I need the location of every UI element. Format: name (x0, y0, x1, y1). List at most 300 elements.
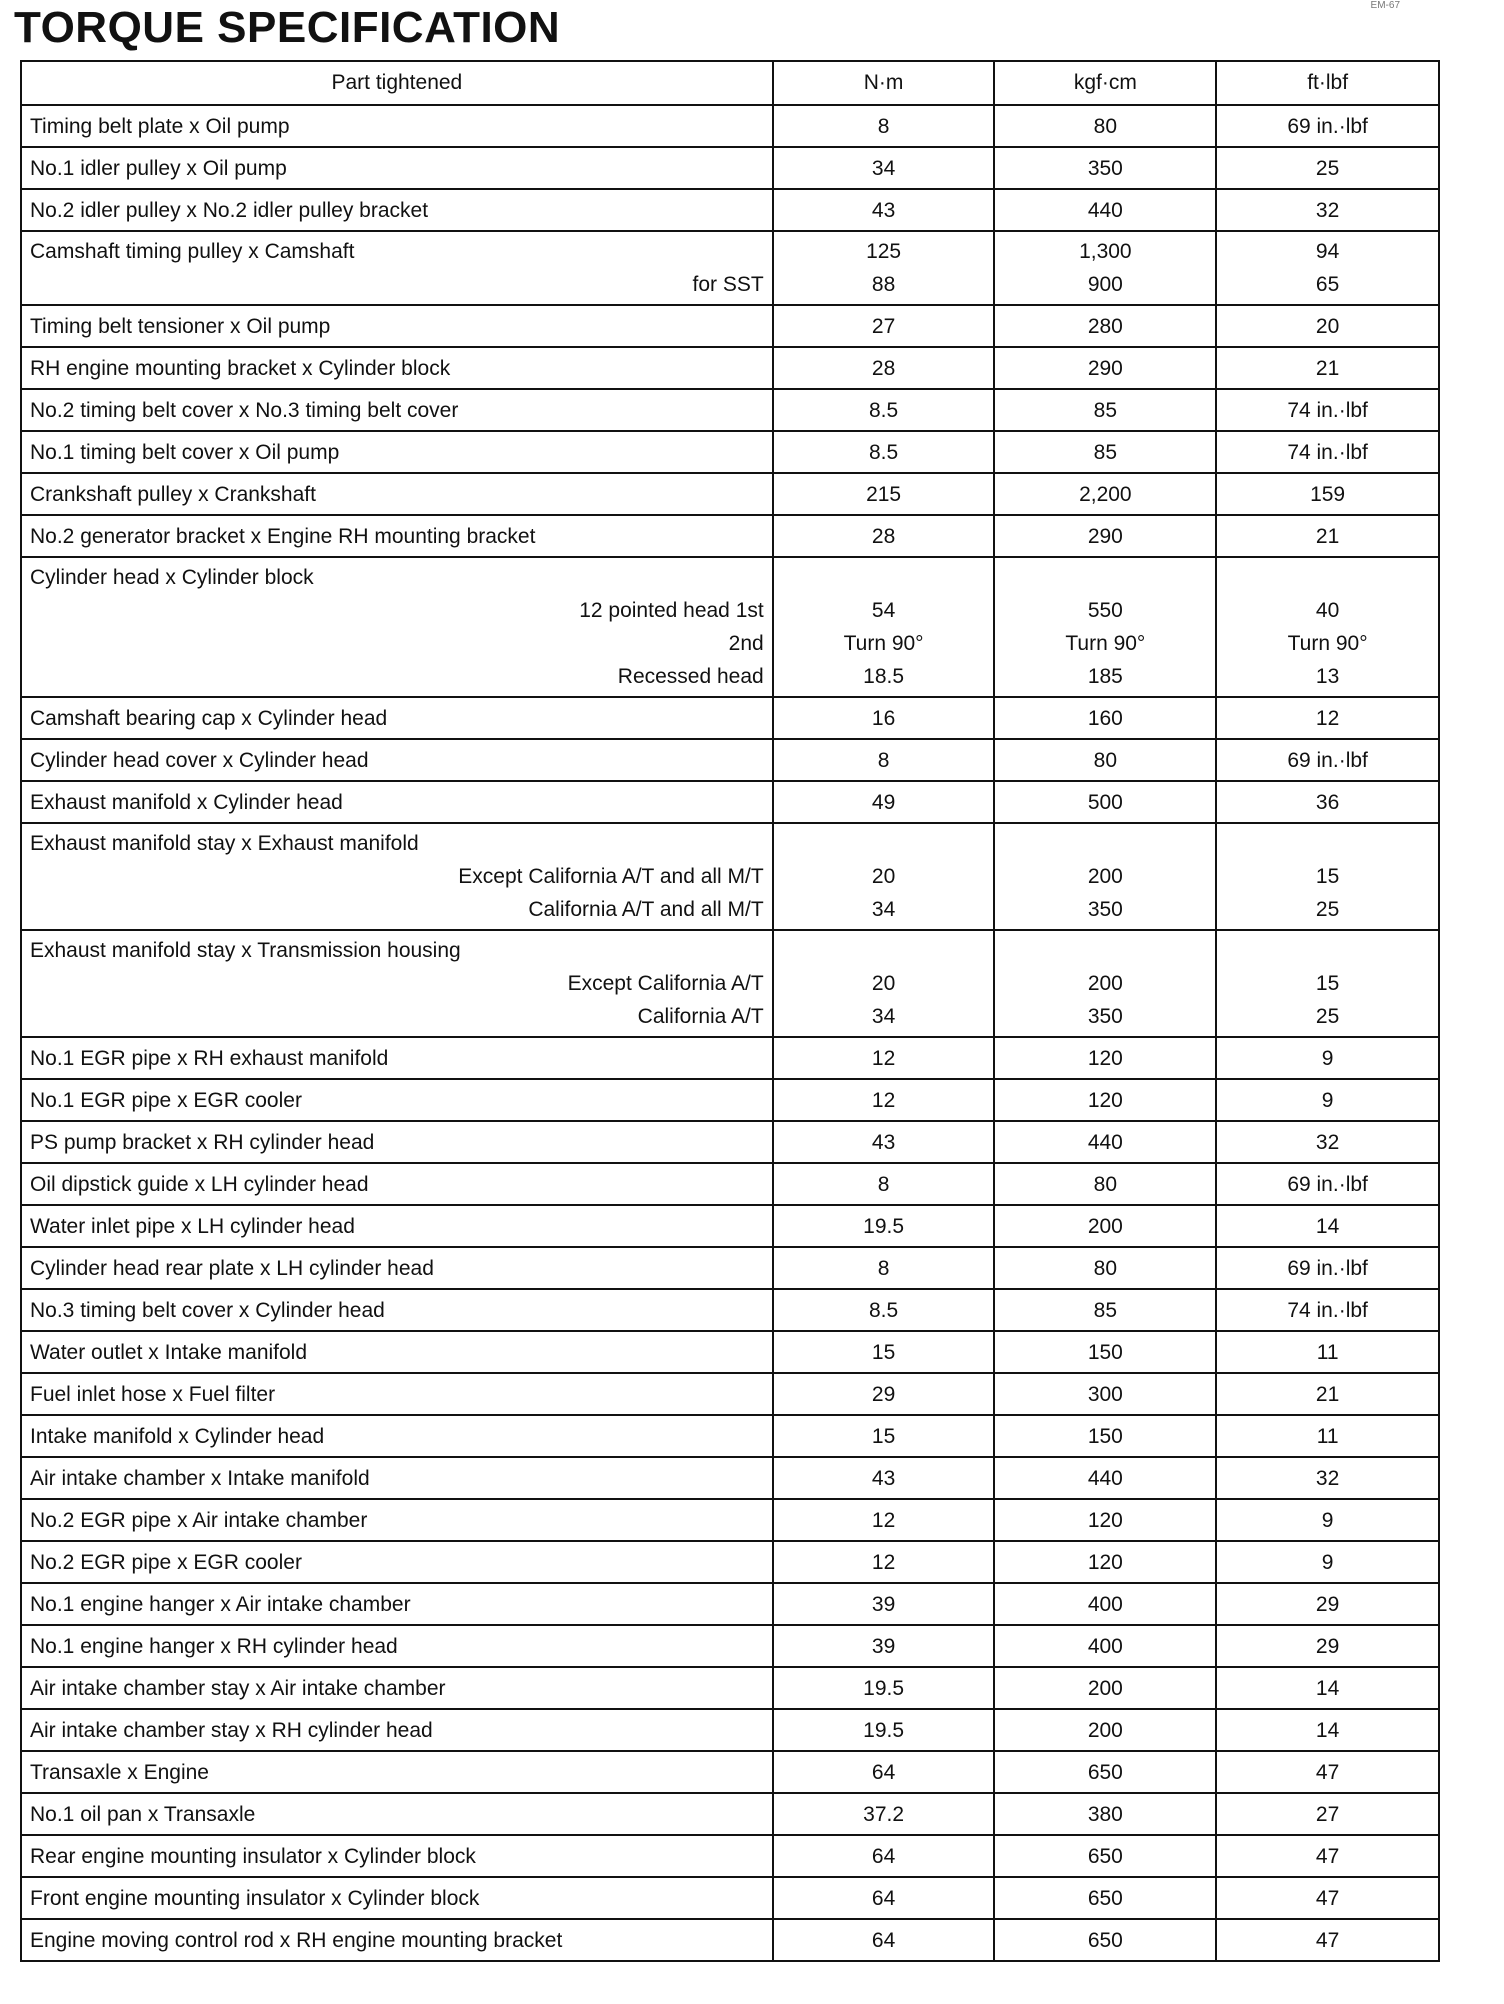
part-name: Exhaust manifold stay x Transmission housing (30, 939, 461, 962)
kgf-value: 290 (1087, 524, 1123, 548)
ft-cell (1216, 930, 1439, 1037)
ft-value: 21 (1315, 356, 1340, 380)
part-name: Front engine mounting insulator x Cylinder block (30, 1886, 480, 1910)
nm-cell (773, 930, 995, 1037)
part-cell (21, 515, 773, 557)
kgf-value: 440 (1087, 1466, 1123, 1490)
nm-cell (773, 697, 995, 739)
ft-value: 47 (1315, 1844, 1340, 1868)
kgf-cell (994, 823, 1216, 930)
ft-value: 47 (1315, 1760, 1340, 1784)
ft-value: 9 (1321, 1508, 1334, 1532)
nm-value: 43 (871, 1466, 896, 1490)
part-cell (21, 1415, 773, 1457)
nm-value: 8 (877, 1172, 890, 1196)
kgf-value: 550 (1087, 599, 1123, 622)
ft-cell (1216, 1247, 1439, 1289)
kgf-value: 350 (1087, 898, 1123, 921)
table-row (21, 1751, 1439, 1793)
part-cell (21, 1667, 773, 1709)
ft-cell (1216, 189, 1439, 231)
part-name: No.1 timing belt cover x Oil pump (30, 440, 340, 464)
part-name: Cylinder head rear plate x LH cylinder head (30, 1256, 434, 1280)
kgf-value: 85 (1093, 398, 1118, 422)
part-condition: 2nd (728, 632, 764, 655)
ft-value: 14 (1315, 1718, 1340, 1742)
kgf-cell (994, 1373, 1216, 1415)
part-cell (21, 1751, 773, 1793)
kgf-value: 1,300 (1079, 240, 1132, 263)
kgf-value: 650 (1087, 1928, 1123, 1952)
table-row (21, 739, 1439, 781)
nm-value: 34 (871, 898, 896, 921)
nm-value: 64 (871, 1844, 896, 1868)
part-cell (21, 1373, 773, 1415)
part-name: Cylinder head x Cylinder block (30, 566, 314, 589)
kgf-cell (994, 697, 1216, 739)
table-row (21, 1919, 1439, 1961)
nm-cell (773, 1205, 995, 1247)
page-title: TORQUE SPECIFICATION (14, 3, 561, 52)
part-cell (21, 1289, 773, 1331)
table-row (21, 781, 1439, 823)
nm-cell (773, 1625, 995, 1667)
ft-value: 69 in.·lbf (1287, 1256, 1368, 1280)
ft-cell (1216, 1709, 1439, 1751)
ft-value: 25 (1315, 898, 1340, 921)
kgf-cell (994, 1709, 1216, 1751)
part-name: Fuel inlet hose x Fuel filter (30, 1382, 276, 1406)
nm-cell (773, 1667, 995, 1709)
nm-cell (773, 347, 995, 389)
kgf-cell (994, 1919, 1216, 1961)
part-condition: California A/T (637, 1005, 764, 1028)
part-name: No.1 EGR pipe x RH exhaust manifold (30, 1046, 389, 1070)
ft-cell (1216, 1079, 1439, 1121)
ft-value: 94 (1315, 240, 1340, 263)
kgf-value: 200 (1087, 1214, 1123, 1238)
header-nm: N·m (773, 61, 995, 105)
part-name: Exhaust manifold stay x Exhaust manifold (30, 832, 419, 855)
table-row (21, 1163, 1439, 1205)
nm-cell (773, 147, 995, 189)
part-name: PS pump bracket x RH cylinder head (30, 1130, 375, 1154)
kgf-value: 200 (1087, 1718, 1123, 1742)
nm-value: 28 (871, 356, 896, 380)
ft-value: 12 (1315, 706, 1340, 730)
part-name: Intake manifold x Cylinder head (30, 1424, 325, 1448)
part-condition: Except California A/T and all M/T (458, 865, 764, 888)
part-name: No.1 EGR pipe x EGR cooler (30, 1088, 302, 1112)
nm-cell (773, 305, 995, 347)
nm-cell (773, 557, 995, 697)
part-name: Crankshaft pulley x Crankshaft (30, 482, 316, 506)
part-cell (21, 1247, 773, 1289)
table-row (21, 1247, 1439, 1289)
part-condition: Recessed head (617, 665, 764, 688)
ft-cell (1216, 1751, 1439, 1793)
part-cell (21, 1079, 773, 1121)
part-cell (21, 1037, 773, 1079)
part-condition: 12 pointed head 1st (579, 599, 764, 622)
kgf-cell (994, 1289, 1216, 1331)
ft-value: 36 (1315, 790, 1340, 814)
ft-value: 25 (1315, 156, 1340, 180)
table-row (21, 1121, 1439, 1163)
kgf-cell (994, 1751, 1216, 1793)
ft-value: 40 (1315, 599, 1340, 622)
part-name: Air intake chamber stay x RH cylinder head (30, 1718, 433, 1742)
ft-value: 65 (1315, 273, 1340, 296)
ft-cell (1216, 823, 1439, 930)
part-name: Air intake chamber x Intake manifold (30, 1466, 370, 1490)
nm-cell (773, 1331, 995, 1373)
ft-value: 15 (1315, 865, 1340, 888)
nm-cell (773, 1121, 995, 1163)
ft-value: 32 (1315, 198, 1340, 222)
kgf-cell (994, 1877, 1216, 1919)
ft-value: 11 (1316, 1340, 1339, 1364)
part-name: No.2 EGR pipe x Air intake chamber (30, 1508, 368, 1532)
part-name: Rear engine mounting insulator x Cylinder block (30, 1844, 476, 1868)
ft-value: 74 in.·lbf (1287, 1298, 1368, 1322)
table-row (21, 231, 1439, 305)
part-cell (21, 930, 773, 1037)
nm-value: 64 (871, 1928, 896, 1952)
kgf-value: 350 (1087, 156, 1123, 180)
kgf-value: 650 (1087, 1886, 1123, 1910)
part-cell (21, 1625, 773, 1667)
header-row (21, 61, 1439, 105)
nm-value: 54 (871, 599, 896, 622)
table-row (21, 823, 1439, 930)
ft-value: 13 (1315, 665, 1340, 688)
ft-value: 69 in.·lbf (1287, 748, 1368, 772)
ft-value: 9 (1321, 1088, 1334, 1112)
kgf-value: 400 (1087, 1634, 1123, 1658)
ft-cell (1216, 1205, 1439, 1247)
part-name: No.1 engine hanger x Air intake chamber (30, 1592, 411, 1616)
part-cell (21, 1835, 773, 1877)
kgf-value: 120 (1087, 1046, 1123, 1070)
ft-cell (1216, 739, 1439, 781)
ft-cell (1216, 1121, 1439, 1163)
nm-cell (773, 1919, 995, 1961)
table-row (21, 389, 1439, 431)
part-condition: Except California A/T (567, 972, 764, 995)
kgf-cell (994, 1331, 1216, 1373)
nm-value: 39 (871, 1592, 896, 1616)
kgf-value: 650 (1087, 1844, 1123, 1868)
ft-value: 20 (1315, 314, 1340, 338)
nm-cell (773, 1877, 995, 1919)
nm-cell (773, 1709, 995, 1751)
torque-spec-table (20, 60, 1440, 1962)
table-row (21, 1625, 1439, 1667)
ft-value: 74 in.·lbf (1287, 398, 1368, 422)
table-row (21, 1877, 1439, 1919)
kgf-cell (994, 305, 1216, 347)
kgf-value: 350 (1087, 1005, 1123, 1028)
nm-value: 12 (871, 1508, 896, 1532)
part-cell (21, 1331, 773, 1373)
kgf-cell (994, 1205, 1216, 1247)
kgf-value: 300 (1087, 1382, 1123, 1406)
spacer (1225, 827, 1430, 860)
table-row (21, 1289, 1439, 1331)
part-cell (21, 697, 773, 739)
table-row (21, 515, 1439, 557)
nm-cell (773, 473, 995, 515)
ft-value: 69 in.·lbf (1287, 1172, 1368, 1196)
kgf-value: 80 (1093, 1172, 1118, 1196)
ft-cell (1216, 697, 1439, 739)
part-cell (21, 557, 773, 697)
kgf-value: 200 (1087, 972, 1123, 995)
table-row (21, 1457, 1439, 1499)
kgf-value: 290 (1087, 356, 1123, 380)
nm-cell (773, 1373, 995, 1415)
part-name: Air intake chamber stay x Air intake chamber (30, 1676, 446, 1700)
kgf-cell (994, 1079, 1216, 1121)
nm-value: 8.5 (868, 398, 899, 422)
spacer (1003, 934, 1207, 967)
ft-cell (1216, 231, 1439, 305)
kgf-value: 85 (1093, 440, 1118, 464)
kgf-cell (994, 1415, 1216, 1457)
kgf-cell (994, 515, 1216, 557)
kgf-cell (994, 781, 1216, 823)
table-row (21, 1709, 1439, 1751)
kgf-value: 650 (1087, 1760, 1123, 1784)
part-name: Water outlet x Intake manifold (30, 1340, 308, 1364)
nm-value: 43 (871, 1130, 896, 1154)
part-name: RH engine mounting bracket x Cylinder block (30, 356, 451, 380)
ft-cell (1216, 431, 1439, 473)
part-cell (21, 1457, 773, 1499)
ft-cell (1216, 1163, 1439, 1205)
table-row (21, 1205, 1439, 1247)
nm-value: 34 (871, 156, 896, 180)
part-cell (21, 1205, 773, 1247)
nm-value: 39 (871, 1634, 896, 1658)
nm-value: 28 (871, 524, 896, 548)
ft-value: 25 (1315, 1005, 1340, 1028)
part-cell (21, 1919, 773, 1961)
ft-value: 29 (1315, 1592, 1340, 1616)
kgf-value: 185 (1087, 665, 1123, 688)
ft-cell (1216, 1289, 1439, 1331)
part-cell (21, 1541, 773, 1583)
table-row (21, 147, 1439, 189)
kgf-value: 150 (1087, 1340, 1123, 1364)
part-cell (21, 473, 773, 515)
table-row (21, 105, 1439, 147)
nm-cell (773, 1541, 995, 1583)
table-row (21, 347, 1439, 389)
kgf-value: 280 (1087, 314, 1123, 338)
spacer (782, 561, 986, 594)
part-cell (21, 1793, 773, 1835)
table-row (21, 1037, 1439, 1079)
part-name: No.1 engine hanger x RH cylinder head (30, 1634, 398, 1658)
ft-cell (1216, 781, 1439, 823)
part-name: No.2 idler pulley x No.2 idler pulley bracket (30, 198, 429, 222)
part-cell (21, 431, 773, 473)
ft-cell (1216, 305, 1439, 347)
nm-cell (773, 431, 995, 473)
nm-cell (773, 1583, 995, 1625)
kgf-cell (994, 1835, 1216, 1877)
part-cell (21, 347, 773, 389)
nm-cell (773, 739, 995, 781)
spacer (1225, 934, 1430, 967)
nm-cell (773, 1499, 995, 1541)
kgf-value: 2,200 (1079, 482, 1132, 506)
nm-cell (773, 823, 995, 930)
nm-cell (773, 1751, 995, 1793)
nm-value: 125 (866, 240, 902, 263)
nm-value: 12 (871, 1046, 896, 1070)
nm-cell (773, 105, 995, 147)
nm-cell (773, 1793, 995, 1835)
part-condition: for SST (692, 273, 764, 296)
ft-cell (1216, 515, 1439, 557)
nm-value: 49 (871, 790, 896, 814)
ft-cell (1216, 347, 1439, 389)
kgf-cell (994, 1499, 1216, 1541)
nm-cell (773, 1163, 995, 1205)
ft-cell (1216, 1793, 1439, 1835)
ft-value: Turn 90° (1287, 632, 1368, 655)
kgf-cell (994, 1121, 1216, 1163)
table-row (21, 473, 1439, 515)
kgf-cell (994, 389, 1216, 431)
ft-value: 9 (1321, 1550, 1334, 1574)
ft-value: 11 (1316, 1424, 1339, 1448)
nm-value: 8 (877, 114, 890, 138)
ft-cell (1216, 389, 1439, 431)
nm-value: 29 (871, 1382, 896, 1406)
spacer (782, 827, 986, 860)
ft-cell (1216, 1457, 1439, 1499)
kgf-value: 80 (1093, 1256, 1118, 1280)
kgf-value: 85 (1093, 1298, 1118, 1322)
part-name: Transaxle x Engine (30, 1760, 209, 1784)
kgf-cell (994, 231, 1216, 305)
ft-value: 32 (1315, 1130, 1340, 1154)
nm-value: 37.2 (863, 1802, 905, 1826)
nm-cell (773, 1835, 995, 1877)
nm-value: 19.5 (863, 1676, 905, 1700)
table-row (21, 697, 1439, 739)
nm-value: 8 (877, 748, 890, 772)
ft-value: 14 (1315, 1676, 1340, 1700)
table-row (21, 1499, 1439, 1541)
part-cell (21, 781, 773, 823)
ft-cell (1216, 1415, 1439, 1457)
ft-value: 21 (1315, 524, 1340, 548)
nm-value: 43 (871, 198, 896, 222)
table-row (21, 305, 1439, 347)
part-name: Camshaft bearing cap x Cylinder head (30, 706, 388, 730)
kgf-cell (994, 1541, 1216, 1583)
ft-value: 159 (1310, 482, 1346, 506)
kgf-cell (994, 1037, 1216, 1079)
ft-cell (1216, 1625, 1439, 1667)
ft-cell (1216, 1919, 1439, 1961)
page-code: EM-67 (1370, 0, 1400, 11)
part-cell (21, 389, 773, 431)
table-row (21, 1541, 1439, 1583)
ft-value: 74 in.·lbf (1287, 440, 1368, 464)
part-name: No.1 oil pan x Transaxle (30, 1802, 256, 1826)
nm-value: 215 (866, 482, 902, 506)
table-row (21, 431, 1439, 473)
ft-value: 9 (1321, 1046, 1334, 1070)
nm-value: 20 (871, 972, 896, 995)
kgf-cell (994, 105, 1216, 147)
nm-value: 15 (871, 1340, 896, 1364)
nm-cell (773, 231, 995, 305)
part-name: Cylinder head cover x Cylinder head (30, 748, 369, 772)
table-row (21, 1331, 1439, 1373)
part-name: Camshaft timing pulley x Camshaft (30, 240, 355, 263)
spacer (1003, 827, 1207, 860)
part-cell (21, 1499, 773, 1541)
header-ft: ft·lbf (1216, 61, 1439, 105)
kgf-value: Turn 90° (1065, 632, 1146, 655)
nm-value: 12 (871, 1088, 896, 1112)
ft-cell (1216, 1541, 1439, 1583)
part-cell (21, 105, 773, 147)
kgf-value: 80 (1093, 114, 1118, 138)
nm-value: 19.5 (863, 1214, 905, 1238)
kgf-value: 500 (1087, 790, 1123, 814)
kgf-value: 380 (1087, 1802, 1123, 1826)
kgf-cell (994, 1247, 1216, 1289)
nm-cell (773, 1247, 995, 1289)
ft-value: 47 (1315, 1886, 1340, 1910)
nm-value: 88 (871, 273, 896, 296)
nm-cell (773, 781, 995, 823)
spacer (1003, 561, 1207, 594)
kgf-value: 400 (1087, 1592, 1123, 1616)
ft-value: 21 (1315, 1382, 1340, 1406)
nm-value: 34 (871, 1005, 896, 1028)
part-cell (21, 305, 773, 347)
ft-value: 29 (1315, 1634, 1340, 1658)
kgf-cell (994, 1793, 1216, 1835)
part-name: Timing belt plate x Oil pump (30, 114, 290, 138)
nm-value: 19.5 (863, 1718, 905, 1742)
kgf-cell (994, 189, 1216, 231)
kgf-value: 900 (1087, 273, 1123, 296)
kgf-cell (994, 739, 1216, 781)
kgf-cell (994, 557, 1216, 697)
part-name: No.3 timing belt cover x Cylinder head (30, 1298, 385, 1322)
nm-value: Turn 90° (843, 632, 924, 655)
table-row (21, 189, 1439, 231)
kgf-value: 120 (1087, 1088, 1123, 1112)
kgf-value: 80 (1093, 748, 1118, 772)
kgf-value: 200 (1087, 1676, 1123, 1700)
ft-cell (1216, 1877, 1439, 1919)
ft-cell (1216, 1667, 1439, 1709)
part-name: Engine moving control rod x RH engine mounting bracket (30, 1928, 563, 1952)
kgf-cell (994, 431, 1216, 473)
nm-value: 8.5 (868, 1298, 899, 1322)
